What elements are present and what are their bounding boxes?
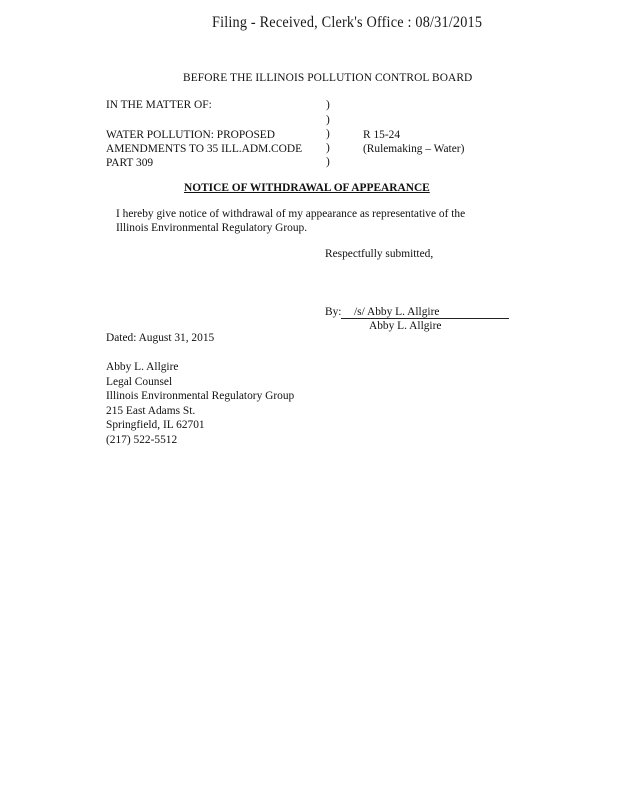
board-heading: BEFORE THE ILLINOIS POLLUTION CONTROL BOARD	[183, 72, 473, 84]
contact-organization: Illinois Environmental Regulatory Group	[106, 390, 295, 402]
caption-paren: )	[326, 99, 330, 111]
caption-line: WATER POLLUTION: PROPOSED	[106, 129, 275, 141]
caption-paren: )	[326, 128, 330, 140]
body-line: I hereby give notice of withdrawal of my appearance as representative of the	[116, 208, 466, 220]
caption-paren: )	[326, 114, 330, 126]
caption-paren: )	[326, 142, 330, 154]
signer-printed-name: Abby L. Allgire	[369, 320, 442, 332]
contact-name: Abby L. Allgire	[106, 361, 179, 373]
closing-text: Respectfully submitted,	[325, 248, 434, 260]
contact-title: Legal Counsel	[106, 375, 173, 388]
caption-line: PART 309	[106, 157, 154, 169]
docket-number: R 15-24	[363, 129, 401, 141]
contact-city: Springfield, IL 62701	[106, 419, 205, 431]
contact-phone: (217) 522-5512	[106, 433, 178, 446]
body-line: Illinois Environmental Regulatory Group.	[116, 222, 308, 234]
contact-block	[106, 360, 294, 447]
filing-stamp: Filing - Received, Clerk's Office : 08/31/2015	[212, 14, 483, 31]
contact-street: 215 East Adams St.	[106, 404, 196, 417]
signature-line: /s/ Abby L. Allgire	[341, 306, 509, 319]
docket-info	[363, 128, 464, 156]
matter-label: IN THE MATTER OF:	[106, 99, 212, 111]
dated-line: Dated: August 31, 2015	[106, 332, 215, 344]
by-label: By:	[325, 306, 342, 318]
notice-body	[116, 207, 465, 235]
caption-title	[106, 128, 302, 170]
caption-paren: )	[326, 156, 330, 168]
notice-title: NOTICE OF WITHDRAWAL OF APPEARANCE	[184, 182, 430, 194]
docket-type: (Rulemaking – Water)	[363, 143, 465, 155]
caption-line: AMENDMENTS TO 35 ILL.ADM.CODE	[106, 143, 303, 155]
